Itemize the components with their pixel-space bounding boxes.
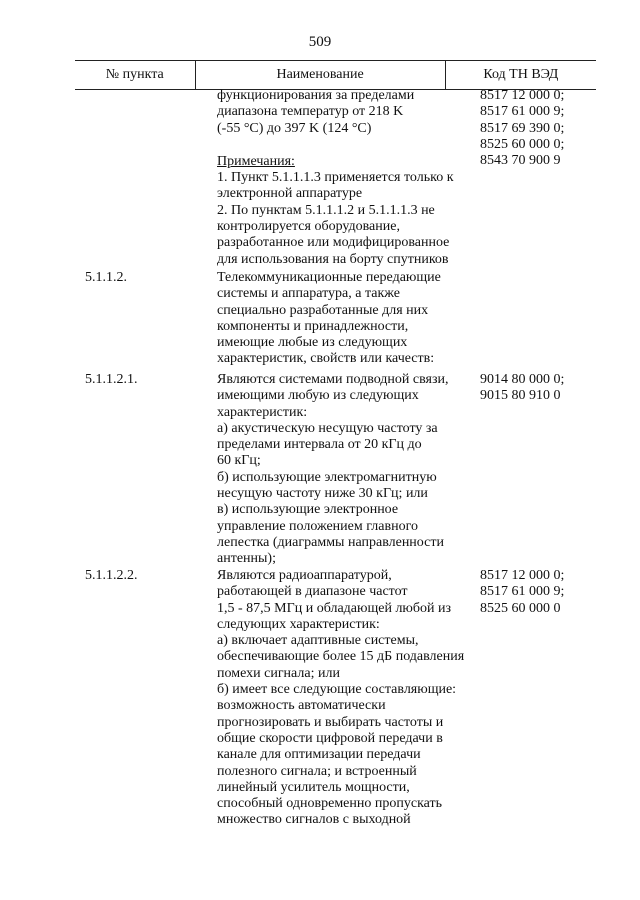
name-line: в) использующие электронное [217, 502, 399, 518]
header-code: Код ТН ВЭД [483, 67, 559, 82]
note-line: разработанное или модифицированное [217, 235, 450, 251]
note-line: контролируется оборудование, [217, 219, 400, 235]
name-line: Являются радиоаппаратурой, [217, 568, 392, 583]
row-codes [480, 372, 600, 405]
name-line: управление положением главного [217, 518, 418, 534]
code-line: 8517 12 000 0; [480, 568, 565, 583]
name-line: 60 кГц; [217, 453, 261, 469]
name-line: характеристик, свойств или качеств: [217, 351, 435, 367]
name-line: лепестка (диаграммы направленности [217, 534, 444, 550]
code-line: 9014 80 000 0; [480, 372, 565, 387]
code-line: 8517 69 390 0; [480, 120, 565, 136]
name-line: работающей в диапазоне частот [217, 584, 408, 600]
name-line: возможность автоматически [217, 698, 386, 714]
table-header [75, 60, 596, 90]
note-line: 1. Пункт 5.1.1.1.3 применяется только к [217, 170, 454, 186]
name-line: общие скорости цифровой передачи в [217, 730, 443, 746]
row-number: 5.1.1.2. [85, 270, 127, 285]
name-line: компоненты и принадлежности, [217, 318, 409, 334]
name-line: (-55 °C) до 397 K (124 °C) [217, 120, 372, 136]
name-line: диапазона температур от 218 K [217, 104, 404, 120]
name-line: следующих характеристик: [217, 616, 380, 632]
name-line: канале для оптимизации передачи [217, 747, 421, 763]
notes-title: Примечания: [217, 153, 295, 169]
row-name [217, 88, 467, 268]
name-line: имеющие любые из следующих [217, 335, 408, 351]
name-line: б) использующие электромагнитную [217, 469, 437, 485]
name-line: несущую частоту ниже 30 кГц; или [217, 486, 428, 502]
name-line: функционирования за пределами [217, 88, 415, 103]
row-codes [480, 568, 600, 617]
note-line: электронной аппаратуре [217, 186, 363, 202]
name-line: полезного сигнала; и встроенный [217, 763, 417, 779]
code-line: 9015 80 910 0 [480, 388, 561, 404]
name-line: а) включает адаптивные системы, [217, 633, 419, 649]
row-number: 5.1.1.2.2. [85, 568, 138, 583]
header-name: Наименование [195, 61, 446, 89]
row-name [217, 568, 467, 829]
name-line: обеспечивающие более 15 дБ подавления [217, 649, 465, 665]
name-line: 1,5 - 87,5 МГц и обладающей любой из [217, 600, 452, 616]
page-number: 509 [308, 34, 332, 50]
name-line: помехи сигнала; или [217, 665, 340, 681]
name-line: а) акустическую несущую частоту за [217, 420, 438, 436]
code-line: 8543 70 900 9 [480, 153, 561, 169]
note-line: 2. По пунктам 5.1.1.1.2 и 5.1.1.1.3 не [217, 202, 435, 218]
row-name [217, 270, 467, 368]
header-num: № пункта [105, 67, 164, 82]
name-line: б) имеет все следующие составляющие: [217, 682, 457, 698]
name-line: специально разработанные для них [217, 302, 429, 318]
note-line: для использования на борту спутников [217, 251, 449, 267]
name-line: системы и аппаратура, а также [217, 286, 400, 302]
code-line: 8525 60 000 0 [480, 600, 561, 616]
name-line: Телекоммуникационные передающие [217, 270, 441, 285]
name-line: прогнозировать и выбирать частоты и [217, 714, 444, 730]
row-codes [480, 88, 600, 169]
name-line: Являются системами подводной связи, [217, 372, 449, 387]
name-line: множество сигналов с выходной [217, 812, 411, 828]
code-line: 8517 12 000 0; [480, 88, 565, 103]
code-line: 8525 60 000 0; [480, 136, 565, 152]
name-line: способный одновременно пропускать [217, 796, 443, 812]
name-line: линейный усилитель мощности, [217, 779, 410, 795]
code-line: 8517 61 000 9; [480, 584, 565, 600]
code-line: 8517 61 000 9; [480, 104, 565, 120]
name-line: антенны); [217, 551, 276, 567]
name-line: имеющими любую из следующих [217, 388, 419, 404]
row-name [217, 372, 467, 568]
name-line: пределами интервала от 20 кГц до [217, 437, 422, 453]
name-line: характеристик: [217, 404, 308, 420]
row-number: 5.1.1.2.1. [85, 372, 138, 387]
